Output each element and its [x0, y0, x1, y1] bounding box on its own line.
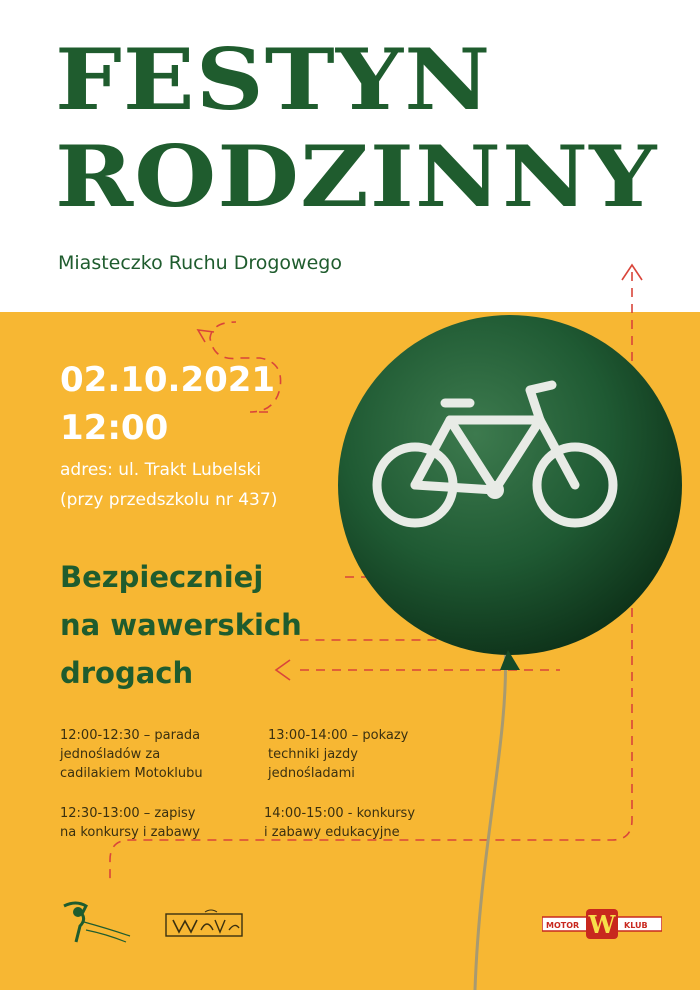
motoklub-letter: W	[588, 910, 616, 939]
slogan-line-1: Bezpieczniej	[60, 560, 264, 594]
event-time: 12:00	[60, 408, 169, 448]
arrow-left-icon	[198, 330, 214, 342]
event-address-note: (przy przedszkolu nr 437)	[60, 490, 278, 510]
wawer-district-logo	[165, 908, 243, 938]
balloon-bicycle-illustration	[330, 285, 690, 990]
festival-organizer-logo	[56, 898, 136, 948]
motoklub-logo	[542, 908, 662, 940]
balloon-body	[338, 315, 682, 655]
subtitle: Miasteczko Ruchu Drogowego	[58, 252, 342, 274]
title-line-1: FESTYN	[55, 30, 492, 129]
slogan-line-3: drogach	[60, 656, 194, 690]
program-item: 12:30-13:00 – zapisy na konkursy i zabawy	[60, 806, 200, 840]
svg-text:KLUB: KLUB	[624, 921, 648, 930]
svg-text:MOTOR: MOTOR	[546, 921, 580, 930]
event-address: adres: ul. Trakt Lubelski	[60, 460, 262, 480]
title-line-2: RODZINNY	[55, 127, 658, 226]
arrow-left-small-icon	[276, 660, 290, 680]
slogan-line-2: na wawerskich	[60, 608, 302, 642]
program-item: 13:00-14:00 – pokazy techniki jazdy jednośladami	[268, 728, 409, 781]
program-item: 14:00-15:00 - konkursy i zabawy edukacyjne	[264, 806, 416, 840]
event-date: 02.10.2021	[60, 360, 276, 400]
program-item: 12:00-12:30 – parada jednośladów za cadilakiem Motoklubu	[60, 728, 203, 781]
